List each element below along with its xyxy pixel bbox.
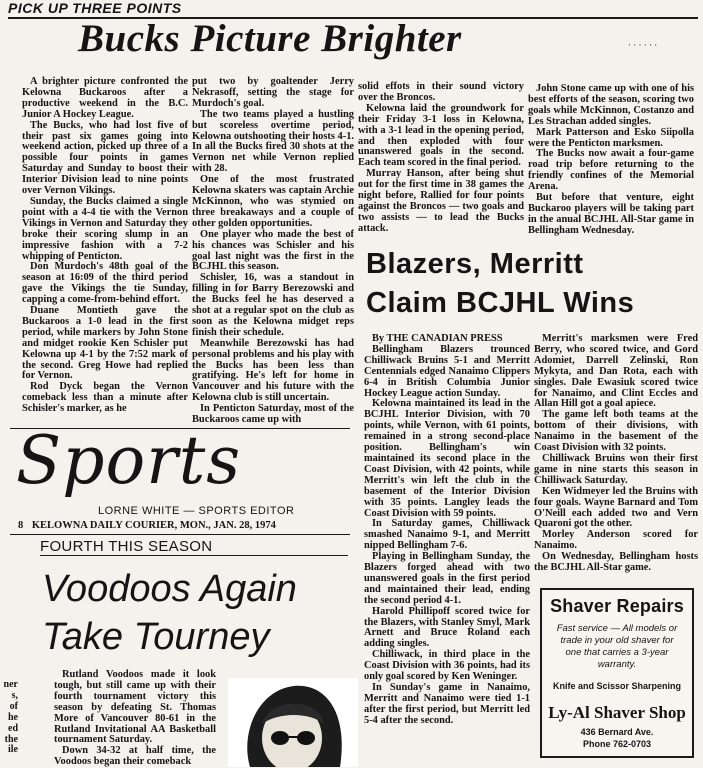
paragraph: The Bucks now await a four-game road trip before returning to the friendly confines of the Memorial Arena. bbox=[528, 148, 694, 193]
shaver-repairs-ad bbox=[540, 588, 694, 758]
paragraph: The Bucks, who had lost five of their past six games going into weekend action, picked up three of a possible four points in games Saturday and Sunday to boost their Interior Division lead to nine points over Vernon Vikings. bbox=[22, 119, 188, 197]
paragraph: Playing in Bellingham Sunday, the Blazers forged ahead with two unanswered goals in the first period and maintained their lead, ending the second period 4-1. bbox=[364, 551, 530, 606]
paragraph: On Wednesday, Bellingham hosts the BCJHL All-Star game. bbox=[534, 551, 698, 574]
byline: By THE CANADIAN PRESS bbox=[372, 333, 503, 344]
fragment: he bbox=[8, 711, 18, 723]
page-dateline bbox=[18, 520, 276, 531]
paragraph: In Saturday games, Chilliwack smashed Nanaimo 9-1, and Merritt nipped Bellingham 7-6. bbox=[364, 518, 530, 552]
paragraph: Chilliwack Bruins won their first game in nine starts this season in Chilliwack Saturday. bbox=[534, 452, 698, 486]
ad-shop-name: Ly-Al Shaver Shop bbox=[548, 703, 686, 722]
player-photo bbox=[228, 678, 358, 767]
ad-inner bbox=[542, 596, 692, 749]
top-story-col3 bbox=[358, 82, 524, 235]
paragraph: In Penticton Saturday, most of the Buckaroos came up with bbox=[192, 403, 354, 426]
paragraph: Mark Patterson and Esko Siipolla were the Penticton marksmen. bbox=[528, 126, 694, 149]
sports-logo: Sports bbox=[16, 422, 242, 499]
fragment: ed bbox=[8, 722, 18, 734]
voodoos-col1 bbox=[54, 670, 216, 768]
paragraph: Kelowna laid the groundwork for their Friday 3-1 loss in Kelowna, with a 3-1 lead in the opening period, and then exploded with four unanswered goals in the second. Each team scored in the final period. bbox=[358, 102, 524, 169]
paragraph: But before that venture, eight Buckaroo players will be taking part in the anual BCJHL All-Star game in Bellingham Wednesday. bbox=[528, 192, 694, 236]
fragment: of bbox=[9, 700, 18, 712]
blazers-col1 bbox=[364, 334, 530, 727]
ad-body: Fast service — All models or trade in your old shaver for one that carries a 3-year warranty. bbox=[556, 623, 678, 670]
paragraph: Duane Montieth gave the Buckaroos a 1-0 lead in the first period, while markers by John Stone and midget rookie Ken Schisler put Kelowna up 4-1 by the 7:52 mark of the second. Greg Howe had replied for Vernon. bbox=[22, 305, 188, 382]
paragraph: solid effots in their sound victory over the Broncos. bbox=[358, 81, 524, 103]
paragraph: Murray Hanson, after being shut out for the first time in 38 games the night before, Rallied for four points against the Broncos — two goals and two assists — to lead the Bucks attack. bbox=[358, 168, 524, 234]
paragraph: Don Murdoch's 48th goal of the season at 16:09 of the third period gave the Vikings the tie Sunday, capping a come-from-behind effort. bbox=[22, 261, 188, 306]
top-story-col4 bbox=[528, 84, 694, 237]
paragraph: Rutland Voodoos made it look tough, but still came up with their fourth tournament victory this season by defeating St. Thomas More of Vancouver 80-61 in the Rutland Invitational AA Basketball tournament Saturday. bbox=[54, 669, 216, 746]
top-story-kicker: PICK UP THREE POINTS bbox=[8, 0, 182, 16]
ad-title: Shaver Repairs bbox=[550, 596, 684, 616]
blazers-headline-line2: Claim BCJHL Wins bbox=[366, 287, 635, 319]
voodoos-headline-line2: Take Tourney bbox=[42, 616, 270, 658]
fragment: the bbox=[4, 733, 18, 745]
ad-tagline: Knife and Scissor Sharpening bbox=[552, 681, 682, 691]
paragraph: One player who made the best of his chances was Schisler and his goal last night was the first in the BCJHL this season. bbox=[192, 228, 354, 273]
page-number: 8 bbox=[18, 520, 24, 531]
blazers-col2 bbox=[534, 334, 698, 574]
paragraph: Harold Phillipoff scored twice for the Blazers, with Stanley Smyl, Mark Arnett and Bruce Roland each adding singles. bbox=[364, 605, 530, 650]
ad-address: 436 Bernard Ave. bbox=[580, 727, 654, 737]
paragraph: Down 34-32 at half time, the Voodoos began their comeback bbox=[54, 745, 216, 768]
paragraph: John Stone came up with one of his best efforts of the season, scoring two goals while McKinnon, Costanzo and Les Strachan added singles. bbox=[528, 83, 694, 127]
paragraph: Ken Widmeyer led the Bruins with four goals. Wayne Barnard and Tom O'Neill each added two and Vern Quaroni got the other. bbox=[534, 485, 698, 530]
paragraph: Merritt's marksmen were Fred Berry, who scored twice, and Gord Adomiet, Darrell Zelinski, Ron Mykyta, and Dan Rota, each with singles. Dale Ewasiuk scored twice for Nanaimo, and Clint Eccles and Allan Hill got a goal apiece. bbox=[534, 333, 698, 410]
paragraph: Kelowna maintained its lead in the BCJHL Interior Division, with 70 points, while Vernon, with 61 points, remained in a strong second-place position. Bellingham's win maintained its second place in the Coast Division, with 42 points, while Merritt's win left the club in the basement of the Interior Division with 35 points. Langley leads the Coast Division with 59 points. bbox=[364, 398, 530, 519]
paragraph: put two by goaltender Jerry Nekrasoff, setting the stage for Murdoch's goal. bbox=[192, 76, 354, 109]
paragraph: Chilliwack, in third place in the Coast Division with 36 points, had its only goal scored by Ken Weninger. bbox=[364, 649, 530, 683]
paragraph: Morley Anderson scored for Nanaimo. bbox=[534, 529, 698, 552]
dot-ornament: · · · · · · bbox=[628, 40, 658, 50]
dateline: KELOWNA DAILY COURIER, MON., JAN. 28, 1974 bbox=[31, 520, 276, 531]
paragraph: Meanwhile Berezowski has had personal problems and his play with the Bucks has been less than gratifying. He's left for home in Vancouver and his future with the Kelowna club is still uncertain. bbox=[192, 337, 354, 404]
top-story-col1 bbox=[22, 77, 188, 415]
top-story-headline: Bucks Picture Brighter bbox=[78, 17, 462, 60]
left-edge-fragments bbox=[0, 680, 18, 756]
paragraph: A brighter picture confronted the Kelowna Buckaroos after a productive weekend in the B.C. Junior A Hockey League. bbox=[22, 76, 188, 120]
voodoos-kicker-rule bbox=[40, 555, 348, 556]
paragraph: One of the most frustrated Kelowna skaters was captain Archie McKinnon, who was stymied on three breakaways and a couple of other golden opportunities. bbox=[192, 174, 354, 229]
blazers-headline-line1: Blazers, Merritt bbox=[366, 248, 584, 280]
sports-bottom-rule bbox=[10, 534, 350, 535]
paragraph: In Sunday's game in Nanaimo, Merritt and Nanaimo were tied 1-1 after the first period, but Merritt led 5-4 after the second. bbox=[364, 682, 530, 726]
player-photo-image bbox=[228, 678, 358, 767]
fragment: ner bbox=[3, 679, 18, 690]
sports-editor-line: LORNE WHITE — SPORTS EDITOR bbox=[98, 505, 295, 517]
paragraph: The game left both teams at the bottom of their divisions, with Nanaimo in the basement of the Coast Division with 32 points. bbox=[534, 409, 698, 454]
voodoos-headline-line1: Voodoos Again bbox=[42, 568, 297, 610]
paragraph: The two teams played a hustling but scoreless overtime period, Kelowna outshooting their hosts 4-1. In all the Bucks fired 30 shots at the Vernon net while Vernon replied with 28. bbox=[192, 108, 354, 175]
voodoos-kicker: FOURTH THIS SEASON bbox=[40, 538, 213, 555]
paragraph: Sunday, the Bucks claimed a single point with a 4-4 tie with the Vernon Vikings in Vernon and Saturday they broke their scoring slump in an impressive fashion with a 7-2 whipping of Penticton. bbox=[22, 195, 188, 262]
paragraph: Schisler, 16, was a standout in filling in for Barry Berezowski and the Bucks feel he has deserved a shot at a regular spot on the club as soon as the Kelowna midget reps finish their schedule. bbox=[192, 272, 354, 338]
fragment: s, bbox=[11, 689, 18, 701]
ad-phone: Phone 762-0703 bbox=[582, 739, 652, 749]
paragraph: Rod Dyck began the Vernon comeback less than a minute after Schisler's marker, as he bbox=[22, 381, 188, 415]
top-story-col2 bbox=[192, 77, 354, 426]
paragraph: Bellingham Blazers trounced Chilliwack Bruins 5-1 and Merritt Centennials edged Nanaimo Clippers 6-4 in British Columbia Junior Hockey League action Sunday. bbox=[364, 343, 530, 399]
fragment: ile bbox=[8, 744, 18, 756]
